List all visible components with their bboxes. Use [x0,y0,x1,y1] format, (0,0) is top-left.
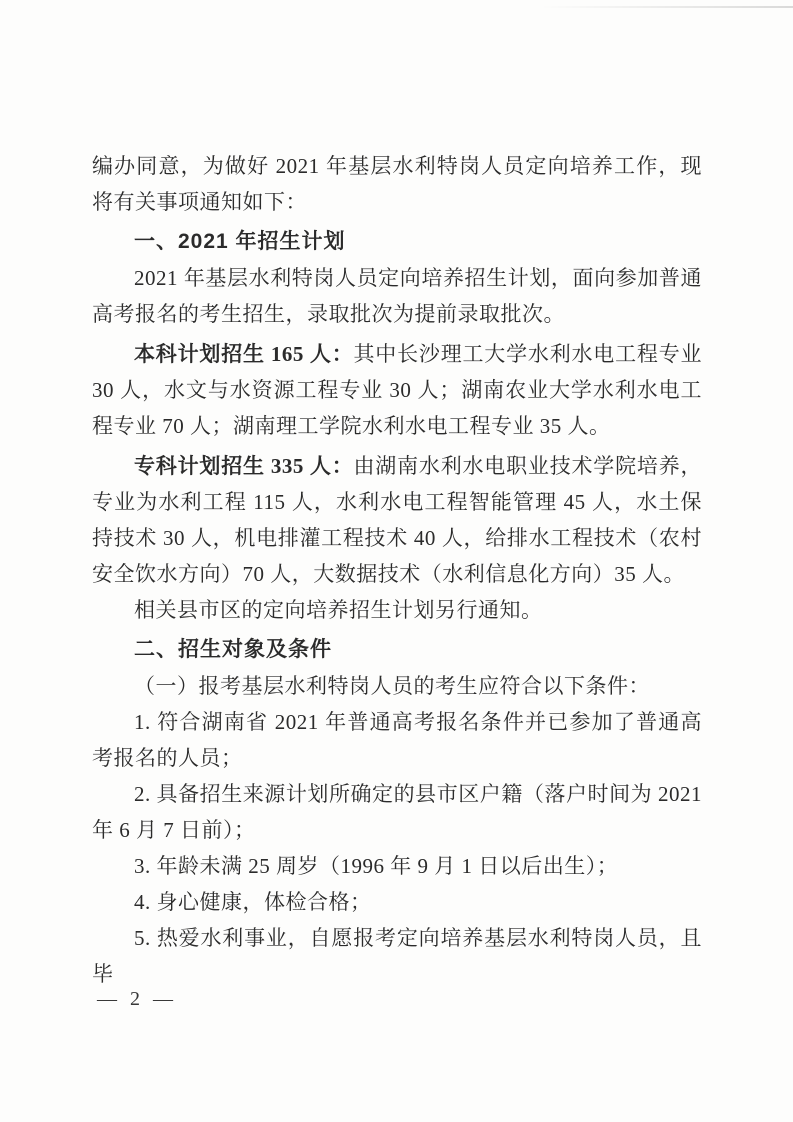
eligibility-intro-paragraph: （一）报考基层水利特岗人员的考生应符合以下条件： [134,674,650,698]
document-body [92,148,702,992]
scan-artifact-line [540,6,793,8]
enrollment-overview-paragraph: 2021 年基层水利特岗人员定向培养招生计划，面向参加普通高考报名的考生招生，录取批次为提前录取批次。 [92,266,702,326]
intro-continuation-paragraph: 编办同意，为做好 2021 年基层水利特岗人员定向培养工作，现将有关事项通知如下： [92,154,702,214]
section1-heading: 一、2021 年招生计划 [134,230,346,253]
eligibility-item-3: 3. 年龄未满 25 周岁（1996 年 9 月 1 日以后出生）； [134,854,619,878]
eligibility-item-2: 2. 具备招生来源计划所确定的县市区户籍（落户时间为 2021 年 6 月 7 日前）； [92,782,702,842]
college-plan-lead: 专科计划招生 335 人： [134,454,354,478]
college-plan-body: 由湖南水利水电职业技术学院培养，专业为水利工程 115 人，水利水电工程智能管理 45 人，水土保持技术 30 人，机电排灌工程技术 40 人，给排水工程技术（农村安全饮水方向）70 人，大数据技术（水利信息化方向）35 人。 [92,454,702,586]
page-number: — 2 — [97,988,177,1010]
section2-heading: 二、招生对象及条件 [134,638,332,661]
undergrad-plan-body: 其中长沙理工大学水利水电工程专业 30 人，水文与水资源工程专业 30 人；湖南农业大学水利水电工程专业 70 人；湖南理工学院水利水电工程专业 35 人。 [92,342,702,438]
eligibility-item-5: 5. 热爱水利事业，自愿报考定向培养基层水利特岗人员，且毕 [92,926,702,986]
county-notice-paragraph: 相关县市区的定向培养招生计划另行通知。 [134,598,543,622]
undergrad-plan-paragraph [92,336,702,444]
eligibility-item-4: 4. 身心健康，体检合格； [134,890,372,914]
college-plan-paragraph [92,448,702,592]
undergrad-plan-lead: 本科计划招生 165 人： [134,342,354,366]
eligibility-item-1: 1. 符合湖南省 2021 年普通高考报名条件并已参加了普通高考报名的人员； [92,710,702,770]
